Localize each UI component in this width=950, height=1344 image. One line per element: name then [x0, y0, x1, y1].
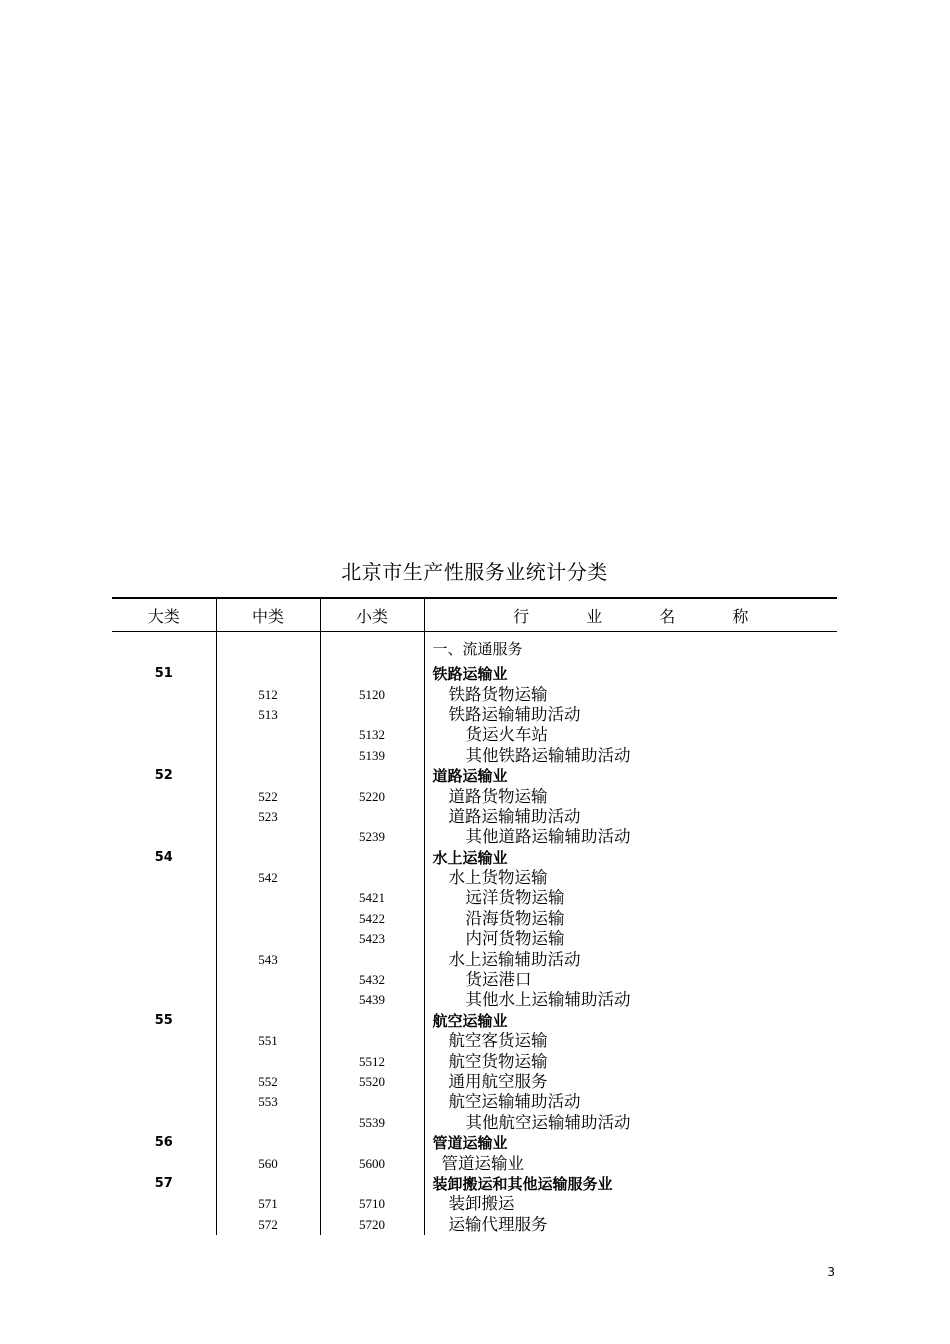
industry-name-cell: 其他水上运输辅助活动 — [465, 990, 631, 1010]
major-code-cell — [112, 684, 216, 704]
table-row — [112, 766, 837, 786]
table-row — [112, 1092, 837, 1112]
minor-code-cell — [320, 705, 424, 725]
major-code-cell — [112, 746, 216, 766]
major-code-cell — [112, 1215, 216, 1235]
minor-code-cell — [320, 1031, 424, 1051]
major-code-cell — [112, 632, 216, 665]
table-row — [112, 848, 837, 868]
medium-code-cell: 523 — [216, 807, 320, 827]
header-major: 大类 — [112, 598, 216, 632]
table-row — [112, 970, 837, 990]
industry-name-cell: 水上运输业 — [432, 848, 508, 867]
minor-code-cell — [320, 1011, 424, 1031]
minor-code-cell — [320, 766, 424, 786]
industry-name-cell: 货运港口 — [465, 970, 532, 990]
minor-code-cell: 5710 — [320, 1194, 424, 1214]
table-row — [112, 949, 837, 969]
minor-code-cell: 5439 — [320, 990, 424, 1010]
minor-code-cell: 5423 — [320, 929, 424, 949]
minor-code-cell — [320, 868, 424, 888]
industry-name-cell: 其他铁路运输辅助活动 — [465, 745, 631, 765]
minor-code-cell — [320, 664, 424, 684]
table-row — [112, 990, 837, 1010]
medium-code-cell: 522 — [216, 786, 320, 806]
medium-code-cell — [216, 746, 320, 766]
major-code-cell — [112, 807, 216, 827]
table-row — [112, 725, 837, 745]
table-row — [112, 888, 837, 908]
medium-code-cell: 513 — [216, 705, 320, 725]
industry-name-cell: 一、流通服务 — [432, 640, 523, 658]
major-code-cell: 54 — [112, 848, 216, 868]
table-row — [112, 1031, 837, 1051]
table-row — [112, 868, 837, 888]
medium-code-cell — [216, 632, 320, 665]
minor-code-cell: 5432 — [320, 970, 424, 990]
industry-name-cell: 运输代理服务 — [448, 1214, 548, 1234]
medium-code-cell — [216, 1011, 320, 1031]
classification-table — [112, 597, 837, 1235]
major-code-cell — [112, 990, 216, 1010]
medium-code-cell: 551 — [216, 1031, 320, 1051]
industry-name-cell: 通用航空服务 — [448, 1072, 548, 1091]
table-header — [112, 598, 837, 632]
table-body — [112, 632, 837, 1235]
industry-name-cell: 铁路运输辅助活动 — [448, 704, 581, 724]
medium-code-cell — [216, 827, 320, 847]
industry-name-cell: 装卸搬运和其他运输服务业 — [432, 1174, 613, 1193]
major-code-cell — [112, 1194, 216, 1214]
industry-name-cell: 铁路运输业 — [432, 665, 508, 684]
table-row — [112, 929, 837, 949]
major-code-cell — [112, 929, 216, 949]
major-code-cell — [112, 705, 216, 725]
medium-code-cell: 552 — [216, 1072, 320, 1092]
medium-code-cell — [216, 929, 320, 949]
major-code-cell — [112, 827, 216, 847]
major-code-cell — [112, 1153, 216, 1173]
table-row — [112, 1153, 837, 1173]
table-row — [112, 1011, 837, 1031]
minor-code-cell: 5120 — [320, 684, 424, 704]
table-row — [112, 786, 837, 806]
classification-table-container — [112, 597, 837, 1235]
industry-name-cell: 内河货物运输 — [465, 929, 565, 949]
major-code-cell — [112, 1031, 216, 1051]
industry-name-cell: 航空客货运输 — [448, 1031, 548, 1051]
major-code-cell — [112, 970, 216, 990]
industry-name-cell: 道路运输业 — [432, 767, 508, 786]
minor-code-cell: 5539 — [320, 1113, 424, 1133]
major-code-cell — [112, 1113, 216, 1133]
table-row — [112, 1174, 837, 1194]
industry-name-cell: 其他道路运输辅助活动 — [465, 827, 631, 847]
medium-code-cell — [216, 1174, 320, 1194]
minor-code-cell: 5421 — [320, 888, 424, 908]
table-row — [112, 746, 837, 766]
minor-code-cell — [320, 1174, 424, 1194]
medium-code-cell — [216, 1113, 320, 1133]
header-minor: 小类 — [320, 598, 424, 632]
table-row — [112, 632, 837, 665]
minor-code-cell: 5422 — [320, 909, 424, 929]
major-code-cell — [112, 949, 216, 969]
medium-code-cell — [216, 909, 320, 929]
table-row — [112, 1194, 837, 1214]
minor-code-cell — [320, 1092, 424, 1112]
major-code-cell — [112, 1092, 216, 1112]
table-row — [112, 1133, 837, 1153]
medium-code-cell: 572 — [216, 1215, 320, 1235]
industry-name-cell: 远洋货物运输 — [465, 888, 565, 908]
header-medium: 中类 — [216, 598, 320, 632]
header-industry-name: 行 业 名 称 — [424, 598, 837, 632]
medium-code-cell: 553 — [216, 1092, 320, 1112]
table-row — [112, 664, 837, 684]
minor-code-cell: 5220 — [320, 786, 424, 806]
major-code-cell — [112, 868, 216, 888]
industry-name-cell: 装卸搬运 — [448, 1194, 515, 1214]
table-row — [112, 1113, 837, 1133]
minor-code-cell — [320, 632, 424, 665]
major-code-cell — [112, 1051, 216, 1071]
header-row — [112, 598, 837, 632]
industry-name-cell: 管道运输业 — [432, 1134, 508, 1153]
medium-code-cell — [216, 888, 320, 908]
major-code-cell: 56 — [112, 1133, 216, 1153]
industry-name-cell: 航空货物运输 — [448, 1051, 548, 1071]
minor-code-cell — [320, 1133, 424, 1153]
table-row — [112, 1051, 837, 1071]
medium-code-cell: 571 — [216, 1194, 320, 1214]
table-row — [112, 1215, 837, 1235]
page-number: 3 — [827, 1265, 835, 1279]
medium-code-cell — [216, 1051, 320, 1071]
industry-name-cell: 管道运输业 — [441, 1153, 524, 1173]
major-code-cell: 57 — [112, 1174, 216, 1194]
medium-code-cell: 543 — [216, 949, 320, 969]
table-row — [112, 684, 837, 704]
industry-name-cell: 道路运输辅助活动 — [448, 806, 581, 826]
major-code-cell: 51 — [112, 664, 216, 684]
medium-code-cell: 512 — [216, 684, 320, 704]
industry-name-cell: 水上运输辅助活动 — [448, 949, 581, 969]
medium-code-cell — [216, 766, 320, 786]
industry-name-cell: 其他航空运输辅助活动 — [465, 1112, 631, 1132]
industry-name-cell: 水上货物运输 — [448, 868, 548, 888]
medium-code-cell: 560 — [216, 1153, 320, 1173]
minor-code-cell — [320, 949, 424, 969]
table-row — [112, 705, 837, 725]
table-row — [112, 1072, 837, 1092]
minor-code-cell: 5600 — [320, 1153, 424, 1173]
major-code-cell — [112, 909, 216, 929]
medium-code-cell — [216, 848, 320, 868]
medium-code-cell — [216, 970, 320, 990]
major-code-cell — [112, 786, 216, 806]
industry-name-cell: 沿海货物运输 — [465, 908, 565, 928]
industry-name-cell: 铁路货物运输 — [448, 684, 548, 704]
medium-code-cell — [216, 725, 320, 745]
industry-name-cell: 航空运输业 — [432, 1011, 508, 1030]
document-title: 北京市生产性服务业统计分类 — [341, 560, 608, 584]
medium-code-cell — [216, 1133, 320, 1153]
minor-code-cell: 5520 — [320, 1072, 424, 1092]
major-code-cell: 55 — [112, 1011, 216, 1031]
table-row — [112, 807, 837, 827]
minor-code-cell — [320, 807, 424, 827]
minor-code-cell: 5512 — [320, 1051, 424, 1071]
minor-code-cell: 5239 — [320, 827, 424, 847]
medium-code-cell — [216, 990, 320, 1010]
table-row — [112, 827, 837, 847]
industry-name-cell: 道路货物运输 — [448, 786, 548, 806]
minor-code-cell: 5139 — [320, 746, 424, 766]
table-row — [112, 909, 837, 929]
major-code-cell — [112, 888, 216, 908]
minor-code-cell — [320, 848, 424, 868]
medium-code-cell — [216, 664, 320, 684]
minor-code-cell: 5720 — [320, 1215, 424, 1235]
medium-code-cell: 542 — [216, 868, 320, 888]
industry-name-cell: 货运火车站 — [465, 725, 548, 745]
major-code-cell — [112, 1072, 216, 1092]
major-code-cell: 52 — [112, 766, 216, 786]
industry-name-cell: 航空运输辅助活动 — [448, 1092, 581, 1112]
minor-code-cell: 5132 — [320, 725, 424, 745]
major-code-cell — [112, 725, 216, 745]
